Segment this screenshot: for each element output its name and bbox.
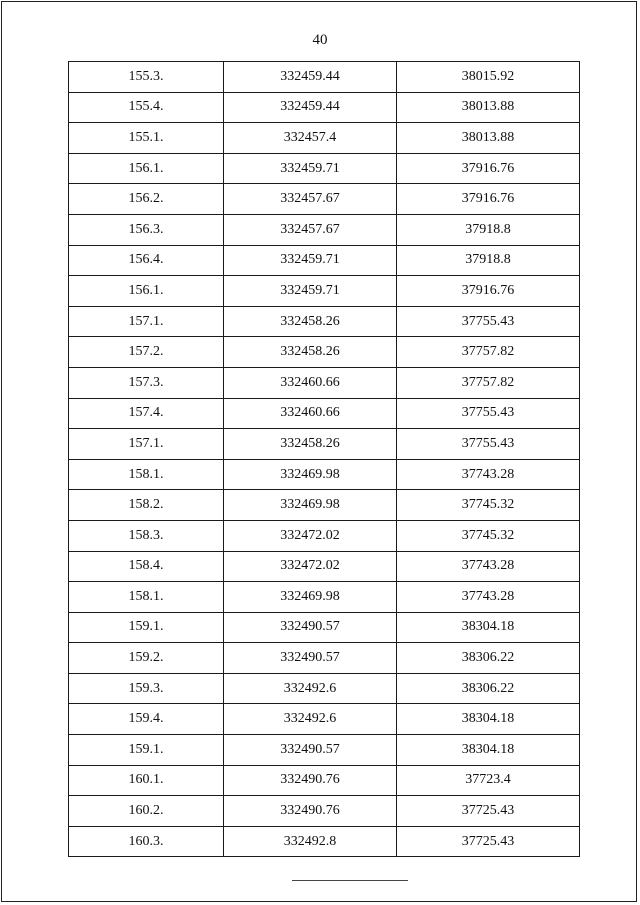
table-row [69, 765, 580, 796]
table-row [69, 92, 580, 123]
y-coordinate-cell: 38306.22 [397, 643, 580, 674]
y-coordinate-cell: 38015.92 [397, 62, 580, 93]
point-id-cell: 160.1. [69, 765, 224, 796]
y-coordinate-cell: 37916.76 [397, 184, 580, 215]
x-coordinate-cell: 332459.44 [224, 62, 397, 93]
y-coordinate-cell: 37755.43 [397, 429, 580, 460]
x-coordinate-cell: 332458.26 [224, 429, 397, 460]
table-row [69, 306, 580, 337]
table-row [69, 214, 580, 245]
y-coordinate-cell: 37755.43 [397, 306, 580, 337]
point-id-cell: 159.3. [69, 673, 224, 704]
y-coordinate-cell: 38304.18 [397, 735, 580, 766]
bottom-line [292, 880, 408, 881]
x-coordinate-cell: 332492.8 [224, 826, 397, 857]
table-row [69, 429, 580, 460]
point-id-cell: 159.4. [69, 704, 224, 735]
y-coordinate-cell: 37755.43 [397, 398, 580, 429]
table-row [69, 673, 580, 704]
y-coordinate-cell: 37916.76 [397, 153, 580, 184]
table-row [69, 459, 580, 490]
x-coordinate-cell: 332490.57 [224, 735, 397, 766]
point-id-cell: 156.1. [69, 276, 224, 307]
table-body [69, 62, 580, 857]
table-row [69, 582, 580, 613]
table-row [69, 245, 580, 276]
point-id-cell: 156.4. [69, 245, 224, 276]
point-id-cell: 158.1. [69, 459, 224, 490]
table-row [69, 704, 580, 735]
y-coordinate-cell: 37745.32 [397, 520, 580, 551]
x-coordinate-cell: 332459.71 [224, 276, 397, 307]
point-id-cell: 159.1. [69, 612, 224, 643]
x-coordinate-cell: 332490.76 [224, 765, 397, 796]
x-coordinate-cell: 332460.66 [224, 398, 397, 429]
table-row [69, 643, 580, 674]
point-id-cell: 157.2. [69, 337, 224, 368]
x-coordinate-cell: 332457.67 [224, 184, 397, 215]
point-id-cell: 160.2. [69, 796, 224, 827]
point-id-cell: 158.4. [69, 551, 224, 582]
table-row [69, 520, 580, 551]
coordinates-table [68, 61, 580, 857]
point-id-cell: 156.3. [69, 214, 224, 245]
point-id-cell: 157.4. [69, 398, 224, 429]
y-coordinate-cell: 37743.28 [397, 582, 580, 613]
y-coordinate-cell: 37757.82 [397, 367, 580, 398]
table-row [69, 123, 580, 154]
table-row [69, 735, 580, 766]
point-id-cell: 156.2. [69, 184, 224, 215]
point-id-cell: 159.1. [69, 735, 224, 766]
point-id-cell: 156.1. [69, 153, 224, 184]
x-coordinate-cell: 332472.02 [224, 551, 397, 582]
y-coordinate-cell: 37918.8 [397, 214, 580, 245]
y-coordinate-cell: 38304.18 [397, 704, 580, 735]
y-coordinate-cell: 38306.22 [397, 673, 580, 704]
x-coordinate-cell: 332472.02 [224, 520, 397, 551]
y-coordinate-cell: 38013.88 [397, 123, 580, 154]
point-id-cell: 158.2. [69, 490, 224, 521]
table-row [69, 276, 580, 307]
point-id-cell: 157.1. [69, 429, 224, 460]
table-row [69, 398, 580, 429]
x-coordinate-cell: 332459.44 [224, 92, 397, 123]
point-id-cell: 157.1. [69, 306, 224, 337]
point-id-cell: 157.3. [69, 367, 224, 398]
x-coordinate-cell: 332457.4 [224, 123, 397, 154]
table-row [69, 826, 580, 857]
x-coordinate-cell: 332490.76 [224, 796, 397, 827]
point-id-cell: 155.3. [69, 62, 224, 93]
x-coordinate-cell: 332459.71 [224, 153, 397, 184]
y-coordinate-cell: 37725.43 [397, 796, 580, 827]
x-coordinate-cell: 332469.98 [224, 582, 397, 613]
x-coordinate-cell: 332458.26 [224, 337, 397, 368]
x-coordinate-cell: 332469.98 [224, 459, 397, 490]
y-coordinate-cell: 37745.32 [397, 490, 580, 521]
table-row [69, 337, 580, 368]
y-coordinate-cell: 37918.8 [397, 245, 580, 276]
x-coordinate-cell: 332492.6 [224, 673, 397, 704]
y-coordinate-cell: 38304.18 [397, 612, 580, 643]
y-coordinate-cell: 37723.4 [397, 765, 580, 796]
table-row [69, 367, 580, 398]
page-number: 40 [312, 32, 328, 48]
point-id-cell: 159.2. [69, 643, 224, 674]
x-coordinate-cell: 332457.67 [224, 214, 397, 245]
point-id-cell: 160.3. [69, 826, 224, 857]
point-id-cell: 158.3. [69, 520, 224, 551]
x-coordinate-cell: 332459.71 [224, 245, 397, 276]
point-id-cell: 155.4. [69, 92, 224, 123]
table-row [69, 551, 580, 582]
x-coordinate-cell: 332492.6 [224, 704, 397, 735]
y-coordinate-cell: 37916.76 [397, 276, 580, 307]
x-coordinate-cell: 332490.57 [224, 612, 397, 643]
table-row [69, 153, 580, 184]
y-coordinate-cell: 37757.82 [397, 337, 580, 368]
table-row [69, 796, 580, 827]
y-coordinate-cell: 38013.88 [397, 92, 580, 123]
x-coordinate-cell: 332460.66 [224, 367, 397, 398]
x-coordinate-cell: 332458.26 [224, 306, 397, 337]
y-coordinate-cell: 37743.28 [397, 459, 580, 490]
table-row [69, 184, 580, 215]
point-id-cell: 155.1. [69, 123, 224, 154]
table-row [69, 612, 580, 643]
table-row [69, 62, 580, 93]
table-row [69, 490, 580, 521]
point-id-cell: 158.1. [69, 582, 224, 613]
x-coordinate-cell: 332469.98 [224, 490, 397, 521]
x-coordinate-cell: 332490.57 [224, 643, 397, 674]
y-coordinate-cell: 37743.28 [397, 551, 580, 582]
y-coordinate-cell: 37725.43 [397, 826, 580, 857]
